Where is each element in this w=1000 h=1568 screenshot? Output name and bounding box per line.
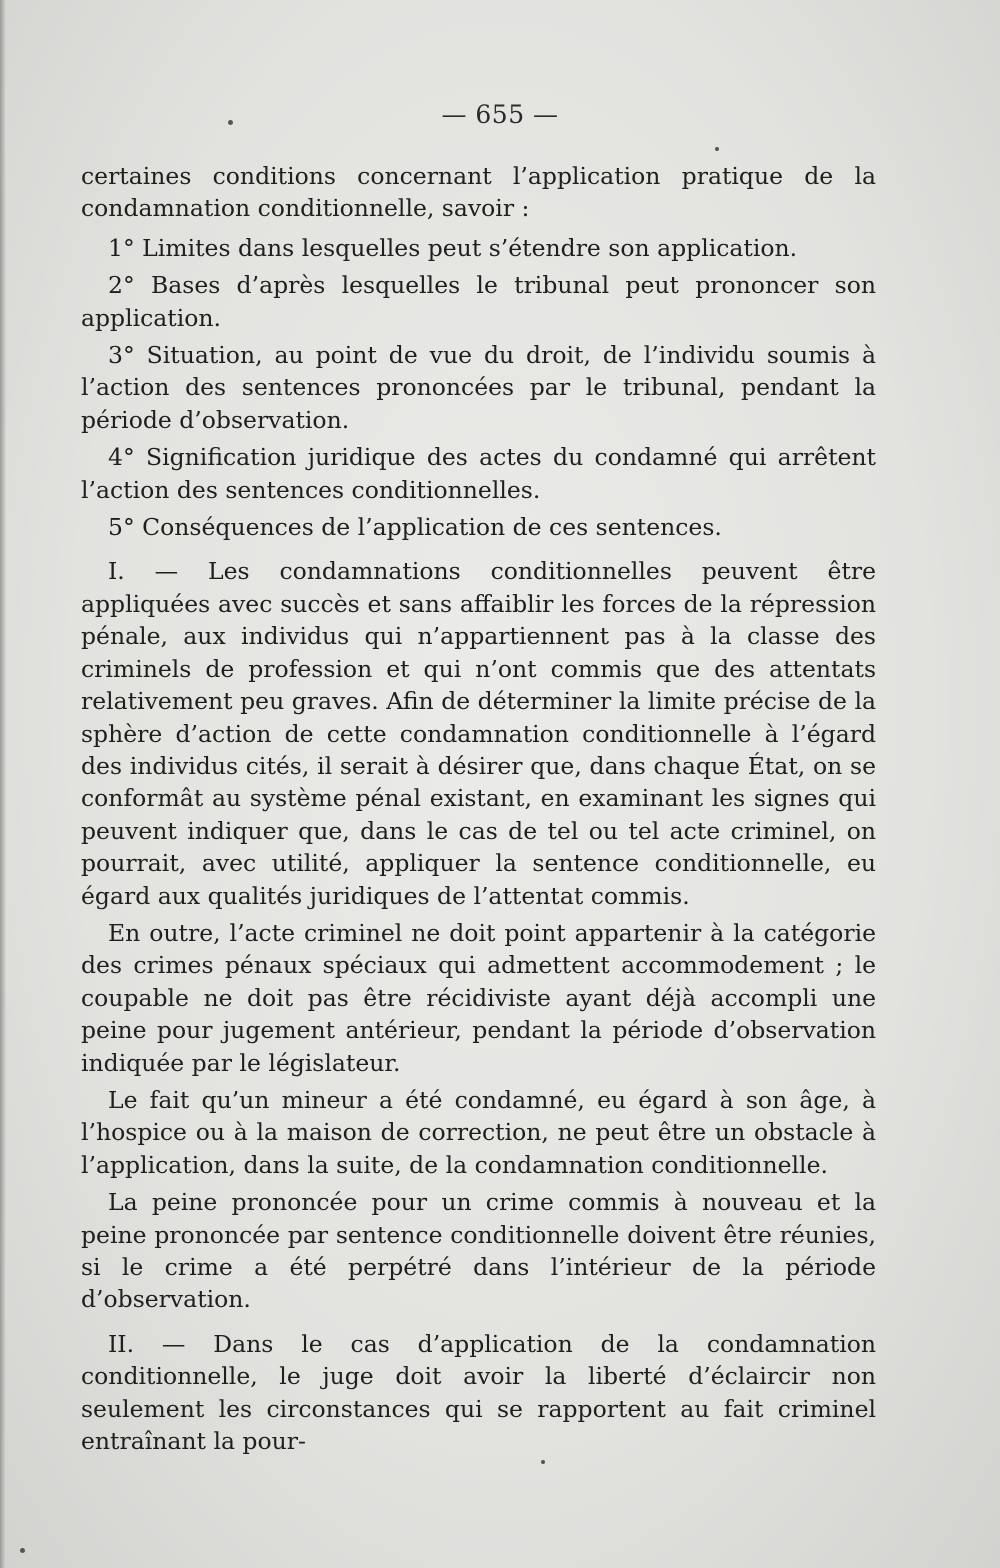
paragraph-mineur: Le fait qu’un mineur a été condamné, eu égard à son âge, à l’hospice ou à la maison de correction, ne peut être un obstacle à l’application, dans la suite, de la condamnation conditionnelle.	[81, 1085, 876, 1179]
list-item-4: 4° Signification juridique des actes du condamné qui arrêtent l’action des sentences conditionnelles.	[81, 443, 876, 504]
list-item-5: 5° Conséquences de l’application de ces sentences.	[108, 513, 722, 542]
ink-speck	[20, 1548, 25, 1553]
paragraph-peine: La peine prononcée pour un crime commis à nouveau et la peine prononcée par sentence conditionnelle doivent être réunies, si le crime a été perpétré dans l’intérieur de la période d’observation.	[81, 1188, 876, 1314]
section-1-paragraph: I. — Les condamnations conditionnelles peuvent être appliquées avec succès et sans affaiblir les forces de la répression pénale, aux individus qui n’appartiennent pas à la classe des criminels de profession et qui n’ont commis que des attentats relativement peu graves. Afin de déterminer la limite précise de la sphère d’action de cette condamnation conditionnelle à l’égard des individus cités, il serait à désirer que, dans chaque État, on se conformât au système pénal existant, en examinant les signes qui peuvent indiquer que, dans le cas de tel ou tel acte criminel, on pourrait, avec utilité, appliquer la sentence conditionnelle, eu égard aux qualités juridiques de l’attentat commis.	[81, 557, 876, 910]
paragraph-intro: certaines conditions concernant l’application pratique de la condamnation conditionnelle, savoir :	[81, 162, 876, 223]
body-text	[81, 160, 876, 1457]
section-2-paragraph: II. — Dans le cas d’application de la condamnation conditionnelle, le juge doit avoir la liberté d’éclaircir non seulement les circonstances qui se rapportent au fait criminel entraînant la pour-	[81, 1329, 876, 1456]
list-item-2: 2° Bases d’après lesquelles le tribunal peut prononcer son application.	[81, 271, 876, 332]
page-number: — 655 —	[441, 100, 559, 129]
ink-speck	[228, 120, 233, 125]
list-item-3: 3° Situation, au point de vue du droit, de l’individu soumis à l’action des sentences prononcées par le tribunal, pendant la période d’observation.	[81, 341, 876, 434]
ink-speck	[715, 147, 719, 151]
page-binding-edge	[0, 0, 6, 1568]
paragraph-en-outre: En outre, l’acte criminel ne doit point appartenir à la catégorie des crimes pénaux spéciaux qui admettent accommodement ; le coupable ne doit pas être récidiviste ayant déjà accompli une peine pour jugement antérieur, pendant la période d’observation indiquée par le législateur.	[81, 918, 876, 1077]
ink-speck	[541, 1460, 545, 1464]
list-item-1: 1° Limites dans lesquelles peut s’étendre son application.	[108, 233, 798, 262]
